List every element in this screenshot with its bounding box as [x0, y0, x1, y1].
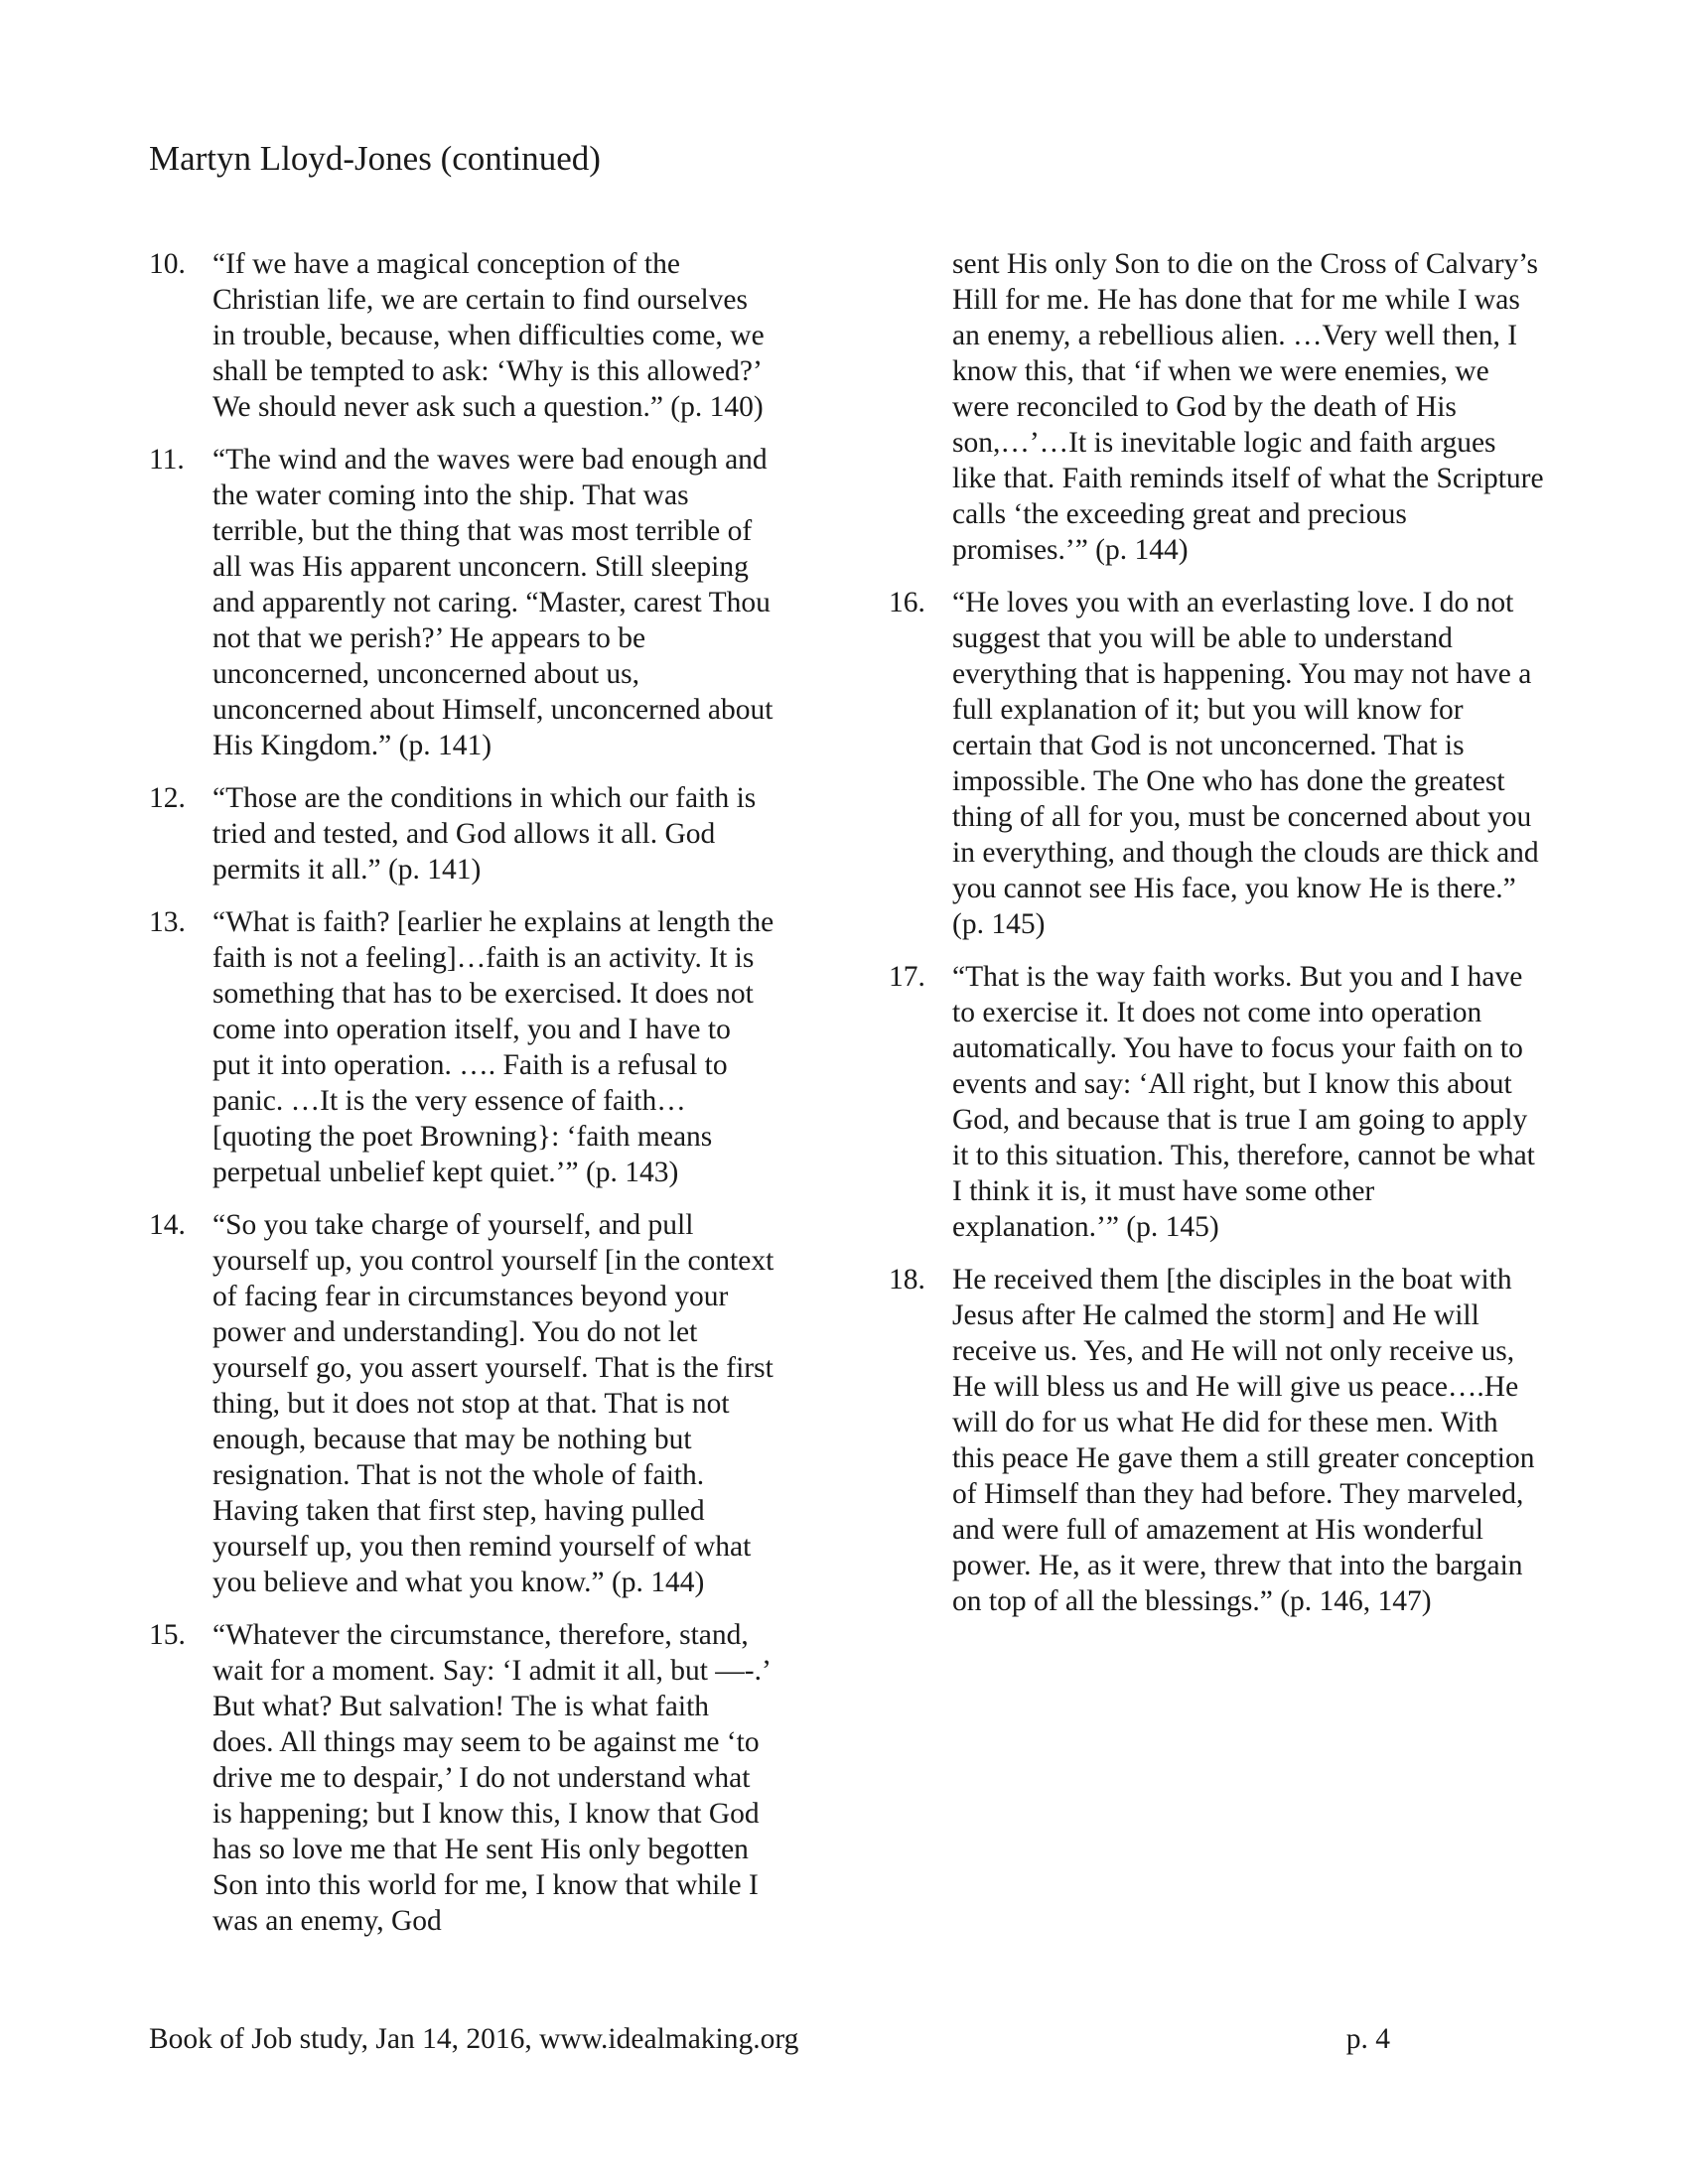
quote-text: “So you take charge of yourself, and pull yourself up, you control yourself [in the context of facing fear in circumstances beyond your power and understanding]. You do not let yourself go, you assert yourself. That is the first thing, but it does not stop at that. That is not enough, because that may be nothing but resignation. That is not the whole of faith. Having taken that first step, having pulled yourself up, you then remind yourself of what you believe and what you know.” (p. 144)	[212, 1209, 774, 1598]
numbered-quote	[149, 1617, 774, 1939]
quote-text: “What is faith? [earlier he explains at length the faith is not a feeling]…faith is an activity. It is something that has to be exercised. It does not come into operation itself, you and I have to put it into operation. …. Faith is a refusal to panic. …It is the very essence of faith…[quoting the poet Browning}: ‘faith means perpetual unbelief kept quiet.’” (p. 143)	[212, 906, 774, 1188]
numbered-quote	[149, 246, 774, 425]
item-number: 11.	[149, 444, 185, 476]
quote-text: “If we have a magical conception of the Christian life, we are certain to find ourselves in trouble, because, when difficulties come, we shall be tempted to ask: ‘Why is this allowed?’ We should never ask such a question.” (p. 140)	[212, 248, 765, 423]
quote-list-right	[889, 246, 1544, 1619]
item-number: 13.	[149, 906, 186, 938]
quote-list-left	[149, 246, 774, 1939]
item-number: 15.	[149, 1619, 186, 1651]
left-column	[149, 246, 774, 1956]
numbered-quote	[149, 1207, 774, 1600]
footer-source: Book of Job study, Jan 14, 2016, www.idealmaking.org	[149, 2023, 799, 2055]
quote-text: “Whatever the circumstance, therefore, stand, wait for a moment. Say: ‘I admit it all, but —-.’ But what? But salvation! The is what faith does. All things may seem to be against me ‘to drive me to despair,’ I do not understand what is happening; but I know this, I know that God has so love me that He sent His only begotten Son into this world for me, I know that while I was an enemy, God	[212, 1619, 770, 1937]
item-number: 12.	[149, 782, 186, 814]
numbered-quote	[889, 585, 1544, 942]
numbered-quote	[149, 780, 774, 887]
quote-text: He received them [the disciples in the boat with Jesus after He calmed the storm] and He will receive us. Yes, and He will not only receive us, He will bless us and He will give us peace….He will do for us what He did for these men. With this peace He gave them a still greater conception of Himself than they had before. They marveled, and were full of amazement at His wonderful power. He, as it were, threw that into the bargain on top of all the blessings.” (p. 146, 147)	[952, 1264, 1535, 1617]
quote-text: “Those are the conditions in which our faith is tried and tested, and God allows it all. God permits it all.” (p. 141)	[212, 782, 757, 886]
numbered-quote	[149, 904, 774, 1190]
quote-text: sent His only Son to die on the Cross of Calvary’s Hill for me. He has done that for me while I was an enemy, a rebellious alien. …Very well then, I know this, that ‘if when we were enemies, we were reconciled to God by the death of His son,…’…It is inevitable logic and faith argues like that. Faith reminds itself of what the Scripture calls ‘the exceeding great and precious promises.’” (p. 144)	[952, 248, 1544, 566]
item-number: 16.	[889, 587, 925, 618]
right-column	[889, 246, 1544, 1636]
quote-text: “He loves you with an everlasting love. I do not suggest that you will be able to understand everything that is happening. You may not have a full explanation of it; but you will know for certain that God is not unconcerned. That is impossible. The One who has done the greatest thing of all for you, must be concerned about you in everything, and though the clouds are thick and you cannot see His face, you know He is there.” (p. 145)	[952, 587, 1539, 940]
page-title: Martyn Lloyd-Jones (continued)	[149, 139, 601, 178]
numbered-quote	[889, 1262, 1544, 1619]
item-number: 14.	[149, 1209, 186, 1241]
quote-text: “The wind and the waves were bad enough and the water coming into the ship. That was terrible, but the thing that was most terrible of all was His apparent unconcern. Still sleeping and apparently not caring. “Master, carest Thou not that we perish?’ He appears to be unconcerned, unconcerned about us, unconcerned about Himself, unconcerned about His Kingdom.” (p. 141)	[212, 444, 774, 761]
numbered-quote	[149, 442, 774, 763]
item-number: 17.	[889, 961, 925, 993]
item-number: 18.	[889, 1264, 925, 1296]
numbered-quote	[889, 959, 1544, 1245]
item-number: 10.	[149, 248, 186, 280]
page-number: p. 4	[1345, 2023, 1390, 2055]
quote-continuation	[889, 246, 1544, 568]
quote-text: “That is the way faith works. But you and I have to exercise it. It does not come into operation automatically. You have to focus your faith on to events and say: ‘All right, but I know this about God, and because that is true I am going to apply it to this situation. This, therefore, cannot be what I think it is, it must have some other explanation.’” (p. 145)	[952, 961, 1535, 1243]
